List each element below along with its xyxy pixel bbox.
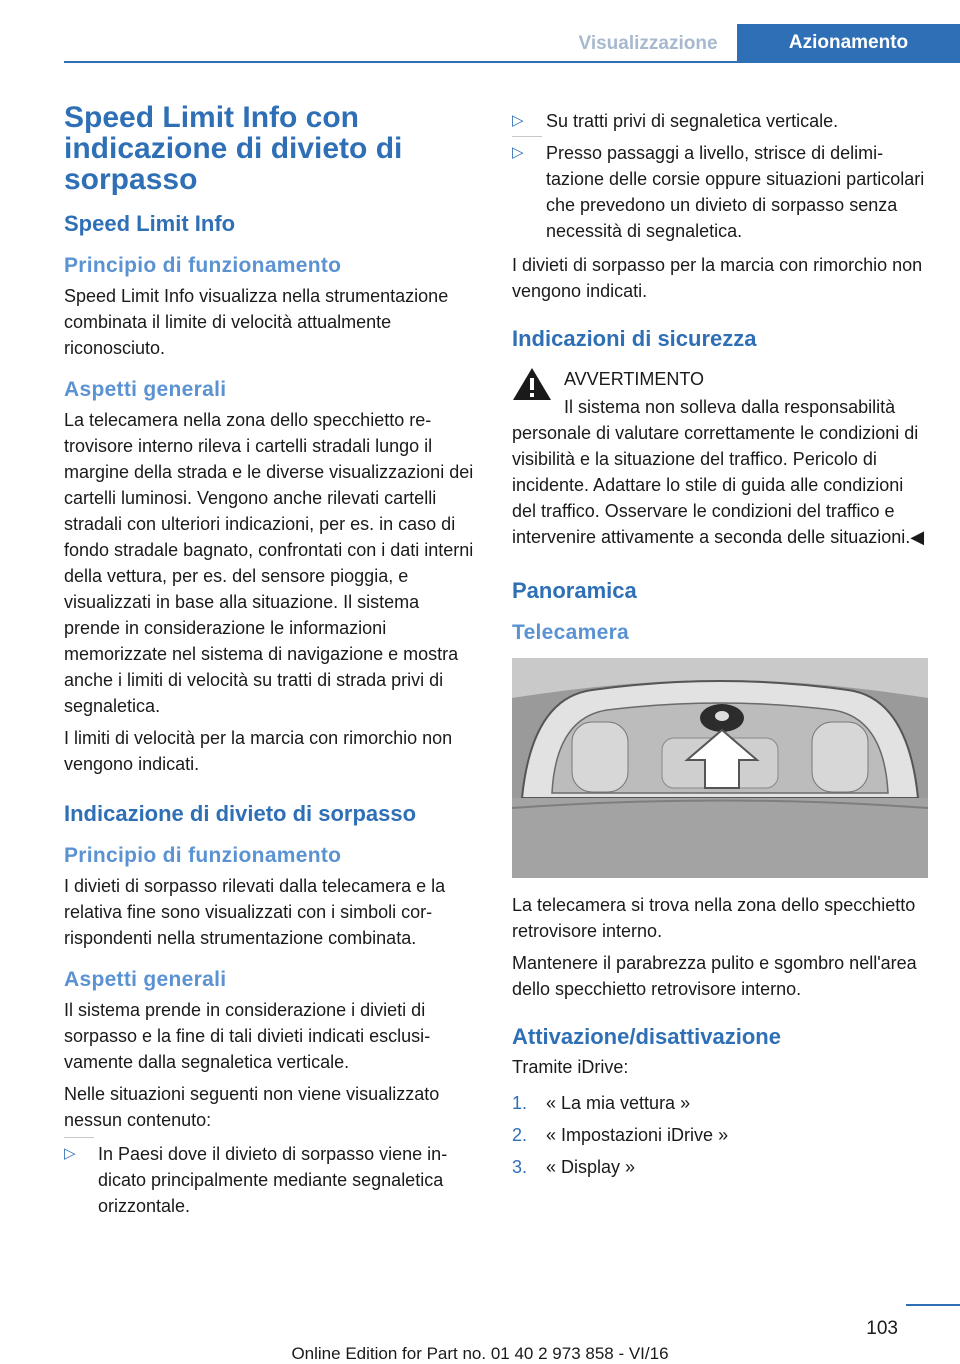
paragraph-aspetti-2: Il sistema prende in considerazione i divieti di sorpasso e la fine di tali divieti indicati esclusivamente dalla segnaletica verticale.: [64, 1000, 431, 1072]
heading-principio-1: Principio di funzionamento: [64, 254, 342, 277]
warning-title: AVVERTIMENTO: [564, 369, 705, 389]
warning-triangle-icon: [512, 366, 552, 402]
bullet-text: Su tratti privi di segnaletica verticale.: [546, 111, 839, 131]
page-number: 103: [866, 1318, 898, 1339]
list-item: [512, 140, 930, 244]
page-title: Speed Limit Info con indicazione di divieto di sorpasso: [64, 101, 403, 196]
steps-list: [512, 1090, 930, 1180]
paragraph-telecamera: La telecamera si trova nella zona dello specchietto retrovisore interno.: [512, 895, 916, 941]
heading-attivazione: Attivazione/disattivazione: [512, 1024, 781, 1049]
triangle-bullet-icon: ▷: [64, 1145, 76, 1162]
heading-aspetti-1: Aspetti generali: [64, 378, 227, 401]
heading-divieto-sorpasso: Indicazione di divieto di sorpasso: [64, 801, 417, 826]
edition-footer: Online Edition for Part no. 01 40 2 973 858 - VI/16: [291, 1344, 669, 1363]
heading-principio-2: Principio di funzionamento: [64, 844, 342, 867]
heading-telecamera: Telecamera: [512, 621, 630, 644]
paragraph-aspetti-1: La telecamera nella zona dello specchietto retrovisore interno rileva i cartelli stradali lungo il margine della strada e le diverse visualizzazioni dei cartelli luminosi. Vengono anche rilevati cartelli stradali con ulteriori indicazioni, per es. in caso di fondo stradale bagnato, confrontati con i dati interni della vettura, per es. del sensore pioggia, e visualizzati in base alla situazione. Il sistema prende in considerazione le informazioni memorizzate nel sistema di navigazione e mostra anche i limiti di velocità su tratti di strada privi di segnaletica.: [64, 410, 474, 716]
header-rule: [64, 61, 960, 63]
step-text: « La mia vettura »: [546, 1093, 691, 1113]
camera-location-image: [512, 658, 928, 878]
bullet-text: In Paesi dove il divieto di sorpasso viene indicato principalmente mediante segnaletica orizzontale.: [98, 1144, 448, 1216]
step-number: 1.: [512, 1093, 528, 1113]
paragraph-tramite: Tramite iDrive:: [512, 1057, 629, 1077]
step-text: « Impostazioni iDrive »: [546, 1125, 729, 1145]
paragraph-principio-1: Speed Limit Info visualizza nella strumentazione combinata il limite di velocità attualmente riconosciuto.: [64, 286, 449, 358]
right-column: [512, 102, 930, 1186]
list-item: [64, 1141, 480, 1219]
warning-text: Il sistema non solleva dalla responsabilità personale di valutare correttamente le condizioni di visibilità e la situazione del traffico. Pericolo di incidente. Adattare lo stile di guida alle condizioni del traffico. Osservare le condizioni del traffico e intervenire attivamente a seconda delle situazioni.◀: [512, 397, 925, 547]
paragraph-situazioni: Nelle situazioni seguenti non viene visualizzato nessun contenuto:: [64, 1084, 440, 1130]
tab-visualizzazione[interactable]: Visualizzazione: [578, 33, 718, 54]
step-text: « Display »: [546, 1157, 636, 1177]
paragraph-rimorchio-1: I limiti di velocità per la marcia con rimorchio non vengono indicati.: [64, 728, 453, 774]
footer-rule: [906, 1304, 960, 1306]
heading-speed-limit-info: Speed Limit Info: [64, 211, 236, 236]
bullet-list-right: [512, 108, 930, 244]
list-item: [512, 1090, 930, 1116]
tab-azionamento[interactable]: Azionamento: [737, 24, 960, 63]
warning-block: [512, 366, 930, 550]
paragraph-parabrezza: Mantenere il parabrezza pulito e sgombro nell'area dello specchietto retrovisore interno.: [512, 953, 917, 999]
bullet-separator: [512, 136, 542, 137]
heading-sicurezza: Indicazioni di sicurezza: [512, 326, 757, 351]
triangle-bullet-icon: ▷: [512, 112, 524, 129]
left-column: [64, 102, 480, 1227]
list-item: [512, 1122, 930, 1148]
bullet-text: Presso passaggi a livello, strisce di delimitazione delle corsie oppure situazioni particolari che prevedono un divieto di sorpasso senza necessità di segnaletica.: [546, 143, 925, 241]
bullet-separator: [64, 1137, 94, 1138]
bullet-list-left: [64, 1141, 480, 1219]
list-item: [512, 108, 930, 134]
step-number: 2.: [512, 1125, 528, 1145]
heading-aspetti-2: Aspetti generali: [64, 968, 227, 991]
heading-panoramica: Panoramica: [512, 578, 637, 603]
triangle-bullet-icon: ▷: [512, 144, 524, 161]
list-item: [512, 1154, 930, 1180]
paragraph-rimorchio-2: I divieti di sorpasso per la marcia con rimorchio non vengono indicati.: [512, 255, 923, 301]
step-number: 3.: [512, 1157, 528, 1177]
paragraph-principio-2: I divieti di sorpasso rilevati dalla telecamera e la relativa fine sono visualizzati con i simboli corrispondenti nella strumentazione combinata.: [64, 876, 446, 948]
